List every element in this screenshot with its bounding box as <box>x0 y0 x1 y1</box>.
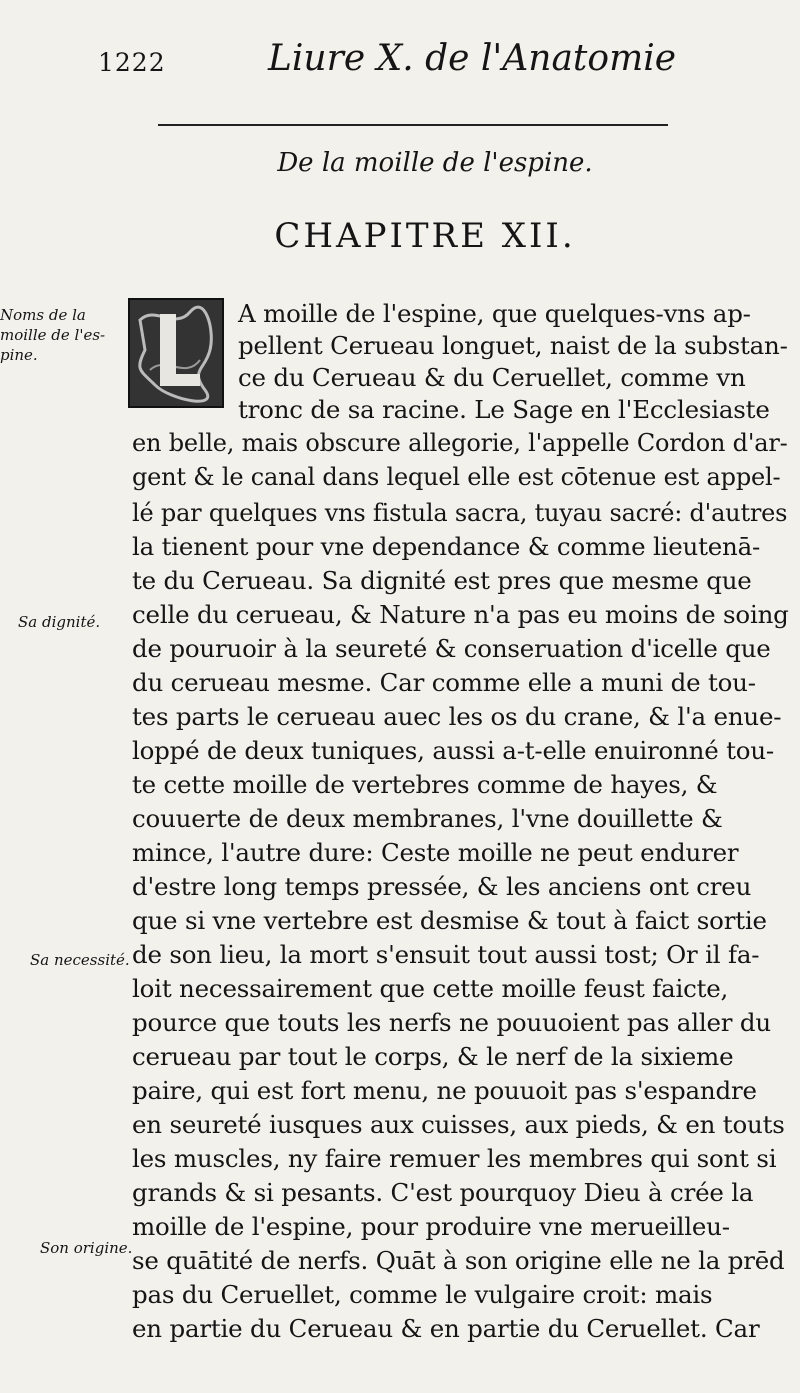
text-line: que si vne vertebre est desmise & tout à faict sortie <box>132 906 767 935</box>
text-line: loppé de deux tuniques, aussi a-t-elle enuironné tou- <box>132 736 774 765</box>
text-line: A moille de l'espine, que quelques-vns ap- <box>238 299 751 328</box>
margin-note-dignity: Sa dignité. <box>18 613 101 631</box>
text-line: en belle, mais obscure allegorie, l'appelle Cordon d'ar- <box>132 429 788 457</box>
margin-note-necessity: Sa necessité. <box>30 951 130 969</box>
page-header <box>0 38 800 88</box>
text-line: moille de l'espine, pour produire vne merueilleu- <box>132 1212 730 1241</box>
text-line: du cerueau mesme. Car comme elle a muni de tou- <box>132 668 756 697</box>
chapter-heading: CHAPITRE XII. <box>274 216 576 256</box>
ornamental-drop-cap-icon <box>128 298 224 408</box>
text-line: en partie du Cerueau & en partie du Ceruellet. Car <box>132 1314 760 1343</box>
text-line: pellent Cerueau longuet, naist de la substan- <box>238 331 788 360</box>
text-line: les muscles, ny faire remuer les membres qui sont si <box>132 1144 777 1173</box>
text-line: te cette moille de vertebres comme de hayes, & <box>132 770 718 799</box>
text-line: se quātité de nerfs. Quāt à son origine elle ne la prēd <box>132 1246 785 1275</box>
text-line: en seureté iusques aux cuisses, aux pieds, & en touts <box>132 1110 785 1139</box>
text-line: loit necessairement que cette moille feust faicte, <box>132 974 729 1003</box>
running-title: Liure X. de l'Anatomie <box>268 38 677 79</box>
text-line: tes parts le cerueau auec les os du crane, & l'a enue- <box>132 702 782 731</box>
text-line: grands & si pesants. C'est pourquoy Dieu à crée la <box>132 1178 754 1207</box>
text-line: tronc de sa racine. Le Sage en l'Ecclesiaste <box>238 395 770 424</box>
text-line: d'estre long temps pressée, & les anciens ont creu <box>132 872 752 901</box>
text-line: de pouruoir à la seureté & conseruation d'icelle que <box>132 634 771 663</box>
page-number: 1222 <box>98 48 166 77</box>
text-line: la tienent pour vne dependance & comme lieutenā- <box>132 532 761 561</box>
text-line: paire, qui est fort menu, ne pouuoit pas s'espandre <box>132 1076 757 1105</box>
text-line: lé par quelques vns fistula sacra, tuyau sacré: d'autres <box>132 499 788 527</box>
margin-note-origin: Son origine. <box>40 1239 133 1257</box>
text-line: te du Cerueau. Sa dignité est pres que mesme que <box>132 566 752 595</box>
text-line: mince, l'autre dure: Ceste moille ne peut endurer <box>132 838 739 867</box>
text-line: celle du cerueau, & Nature n'a pas eu moins de soing <box>132 600 789 629</box>
section-title: De la moille de l'espine. <box>277 148 593 178</box>
text-line: gent & le canal dans lequel elle est cōtenue est appel- <box>132 463 781 491</box>
text-line: ce du Cerueau & du Ceruellet, comme vn <box>238 363 746 392</box>
text-line: cerueau par tout le corps, & le nerf de la sixieme <box>132 1042 734 1071</box>
text-line: de son lieu, la mort s'ensuit tout aussi tost; Or il fa- <box>132 940 760 969</box>
text-line: pource que touts les nerfs ne pouuoient pas aller du <box>132 1008 771 1037</box>
margin-note-names: Noms de la moille de l'es-pine. <box>0 306 106 364</box>
header-rule <box>158 124 668 126</box>
text-line: pas du Ceruellet, comme le vulgaire croit: mais <box>132 1280 713 1309</box>
text-line: couuerte de deux membranes, l'vne douillette & <box>132 804 723 833</box>
